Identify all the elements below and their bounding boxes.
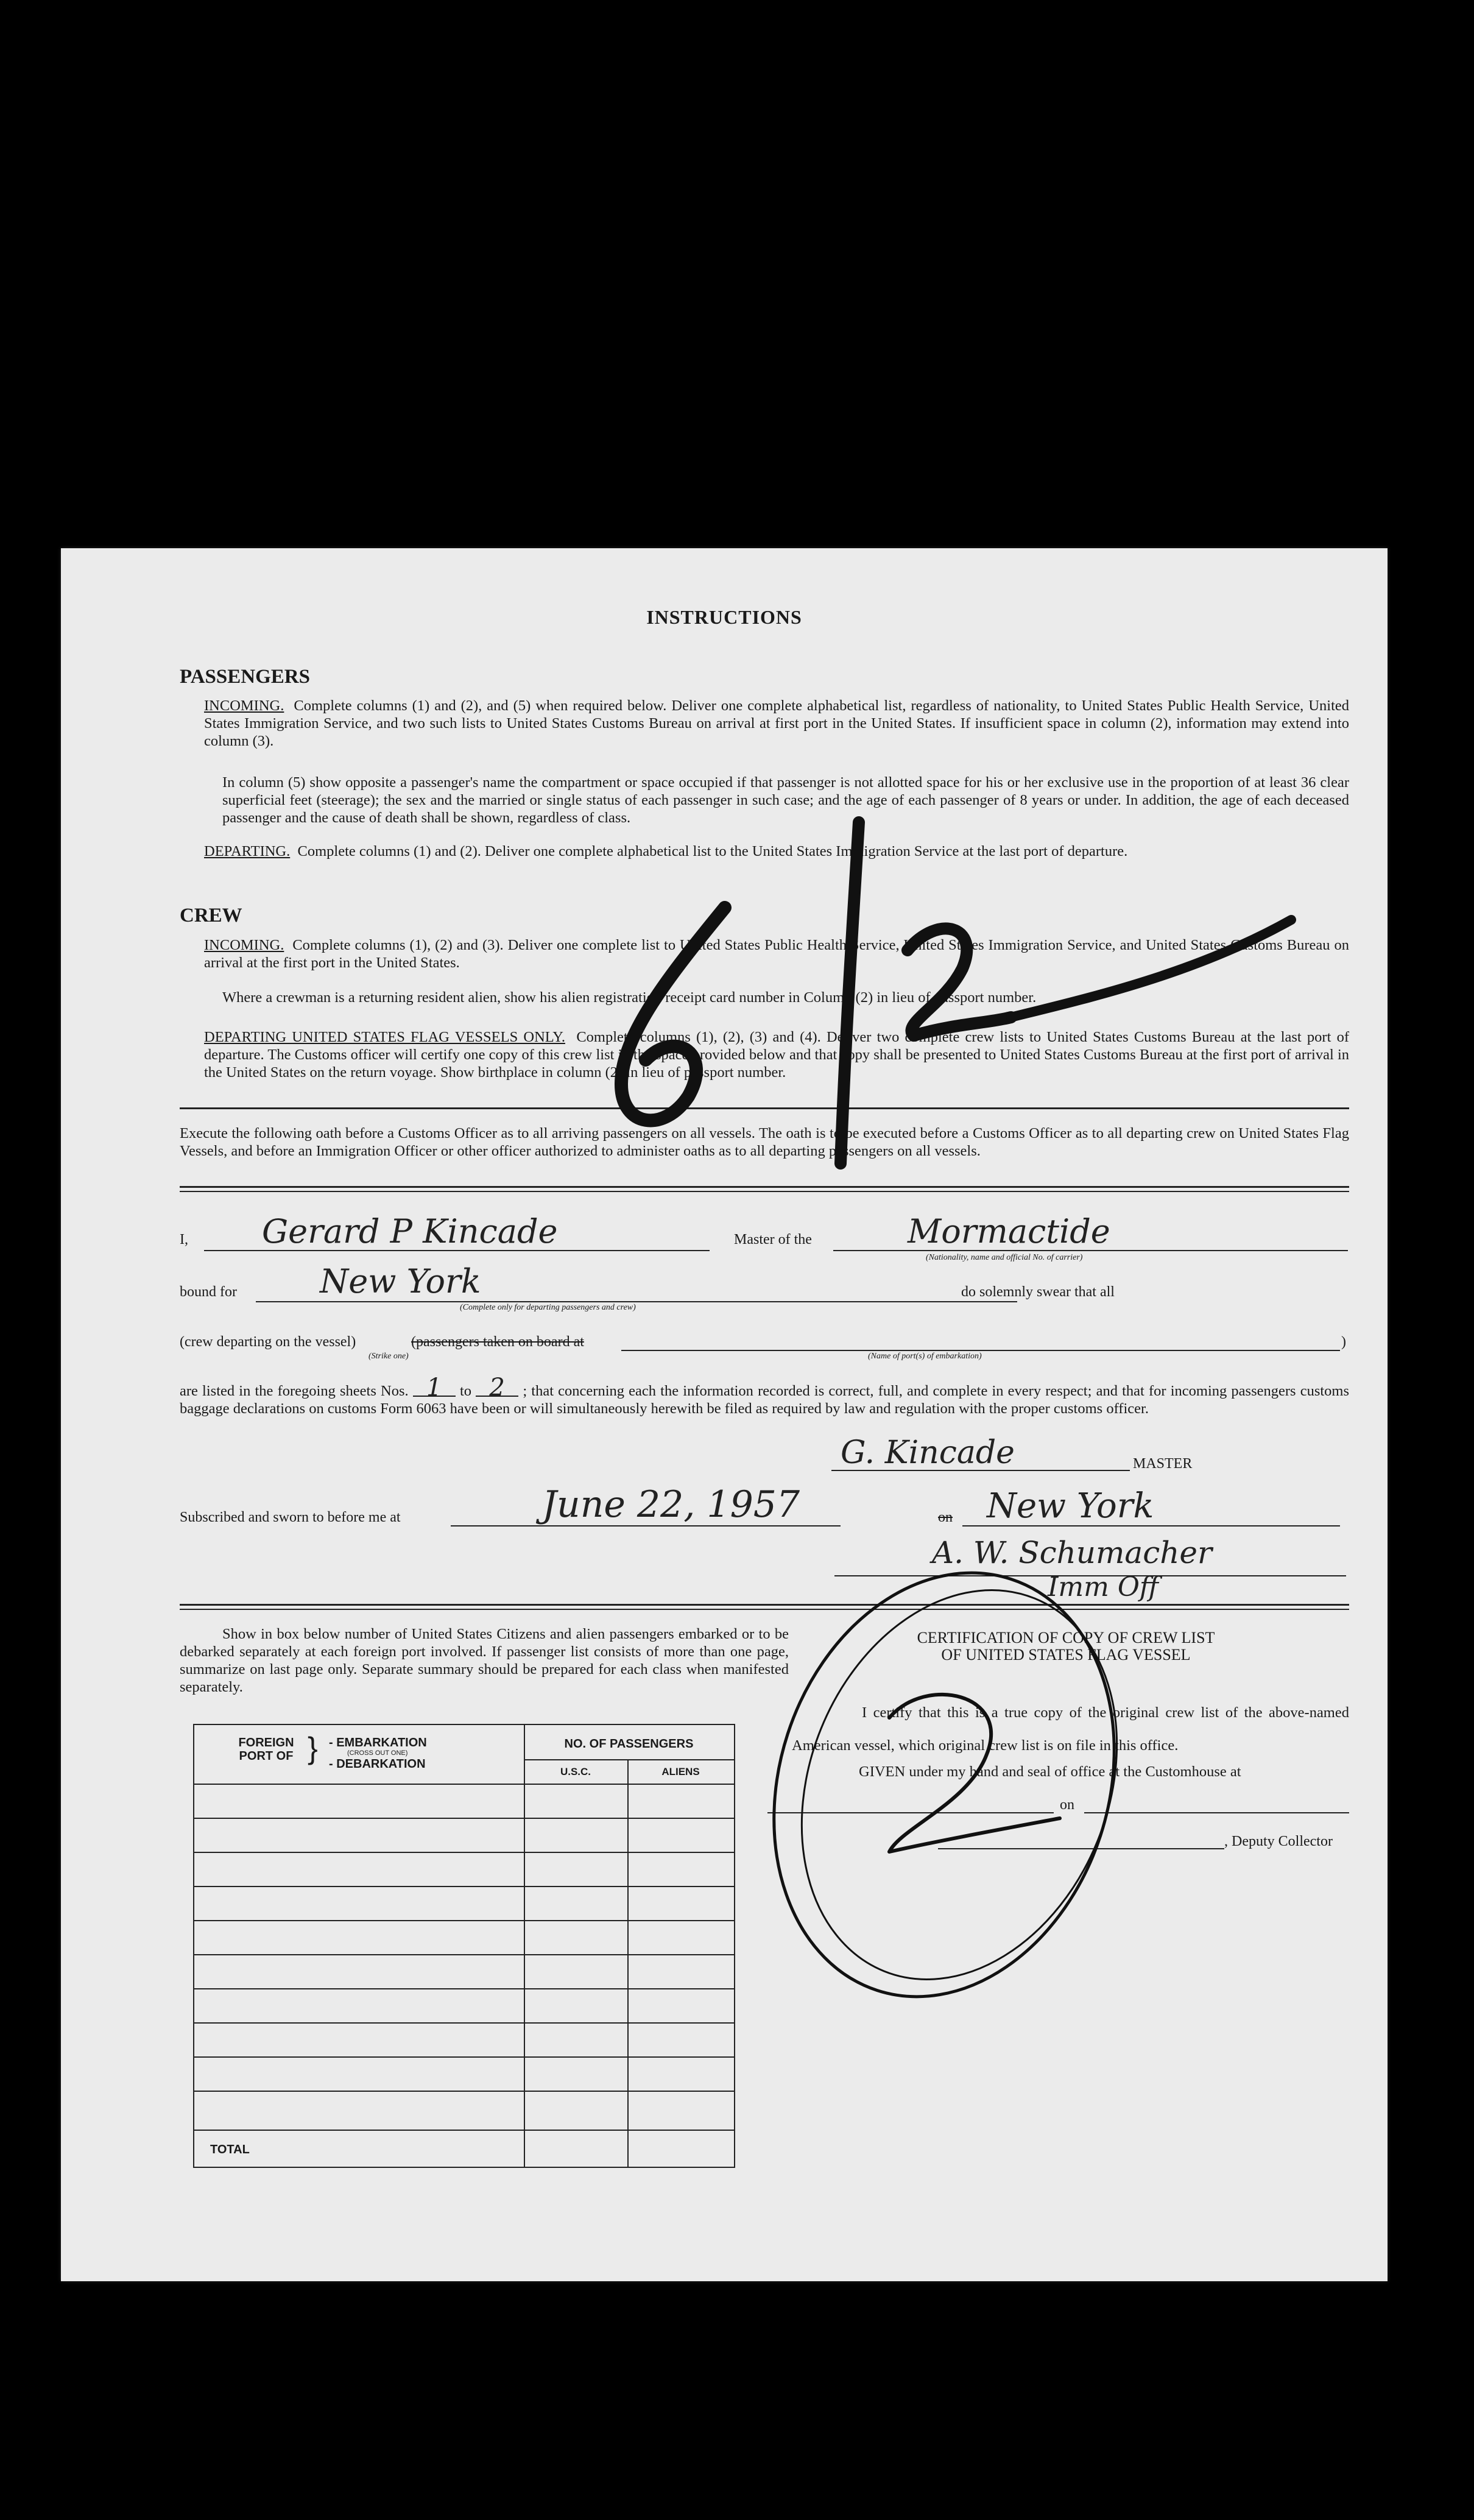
sheet-to: 2 bbox=[476, 1380, 518, 1397]
oath-instructions: Execute the following oath before a Customs Officer as to all arriving passengers on all vessels. The oath is to be executed before a Customs Officer as to all departing crew on United States Flag Vessels, and before an Immigration Officer or other officer authorized to administer oaths as to all departing passengers on all vessels. bbox=[180, 1125, 1349, 1159]
bound-for-label: bound for bbox=[180, 1284, 237, 1300]
port-caption: (Name of port(s) of embarkation) bbox=[868, 1352, 982, 1361]
vessel-caption: (Nationality, name and official No. of carrier) bbox=[926, 1253, 1083, 1262]
crew-resident-paragraph: Where a crewman is a returning resident alien, show his alien registration receipt card number in Column (2) in lieu of passport number. bbox=[222, 989, 1037, 1006]
master-signature: G. Kincade bbox=[841, 1435, 1015, 1471]
col-aliens: ALIENS bbox=[661, 1766, 700, 1777]
sheet-from: 1 bbox=[413, 1380, 456, 1397]
certification-given: GIVEN under my hand and seal of office at the Customhouse at bbox=[859, 1763, 1241, 1780]
crew-heading: CREW bbox=[180, 905, 242, 926]
oath-i-label: I, bbox=[180, 1232, 188, 1248]
crew-incoming-label: INCOMING. bbox=[204, 937, 284, 953]
total-label: TOTAL bbox=[210, 2143, 250, 2156]
certification-heading-line2: OF UNITED STATES FLAG VESSEL bbox=[941, 1646, 1191, 1664]
crew-departing-text: Complete columns (1), (2), (3) and (4). Deliver two complete crew lists to United States Customs Bureau at the last port of departure. The Customs officer will certify one copy of this crew list in the space provided below and that copy shall be presented to United States Customs Bureau at the first port of arrival in the United States on the return voyage. Show birthplace in column (2) in lieu of passport number. bbox=[204, 1029, 1349, 1081]
close-paren: ) bbox=[1341, 1334, 1346, 1350]
officer-signature: A. W. Schumacher bbox=[932, 1535, 1212, 1570]
passengers-departing-label: DEPARTING. bbox=[204, 843, 291, 859]
destination-caption: (Complete only for departing passengers and crew) bbox=[460, 1303, 636, 1312]
swear-text: do solemnly swear that all bbox=[961, 1284, 1115, 1300]
passengers-taken-option: (passengers taken on board at bbox=[411, 1334, 584, 1350]
crew-departing-label: DEPARTING UNITED STATES FLAG VESSELS ONLY. bbox=[204, 1029, 565, 1045]
listed-label: are listed in the foregoing sheets Nos. bbox=[180, 1383, 409, 1399]
sworn-place: New York bbox=[987, 1486, 1154, 1526]
circled-number-stroke bbox=[889, 1695, 1060, 1852]
col-foreign-port: FOREIGN PORT OF bbox=[238, 1736, 294, 1763]
page-title: INSTRUCTIONS bbox=[646, 606, 802, 628]
strike-caption: (Strike one) bbox=[368, 1352, 409, 1361]
col-usc: U.S.C. bbox=[560, 1766, 591, 1777]
big-mark-slash-stroke bbox=[841, 822, 859, 1163]
col-no-passengers: NO. OF PASSENGERS bbox=[564, 1737, 694, 1751]
passengers-heading: PASSENGERS bbox=[180, 666, 310, 688]
subscribed-label: Subscribed and sworn to before me at bbox=[180, 1509, 401, 1525]
crew-incoming-text: Complete columns (1), (2) and (3). Deliver one complete list to United States Public Health Service, United States Immigration Service, and United States Customs Bureau on arrival at the first port in the United States. bbox=[204, 937, 1350, 971]
brace-icon: } bbox=[308, 1731, 318, 1765]
col-debarkation: - DEBARKATION bbox=[329, 1757, 426, 1771]
summary-instructions: Show in box below number of United States Citizens and alien passengers embarked or to be debarked separately at each foreign port involved. If passenger list consists of more than one page, summarize on last page only. Separate summary should be prepared for each class when manifested separately. bbox=[180, 1626, 789, 1695]
crew-departing-option: (crew departing on the vessel) bbox=[180, 1334, 356, 1350]
big-mark-two-stroke bbox=[908, 928, 1011, 1036]
master-name: Gerard P Kincade bbox=[262, 1212, 558, 1251]
master-of-label: Master of the bbox=[734, 1232, 812, 1248]
master-label: MASTER bbox=[1133, 1456, 1193, 1472]
big-mark-six-stroke bbox=[621, 908, 725, 1120]
vessel-name: Mormactide bbox=[908, 1212, 1110, 1251]
listed-text: ; that concerning each the information recorded is correct, full, and complete in every respect; and that for incoming passengers customs baggage declarations on customs Form 6063 have been or will simultaneously herewith be filed as required by law and regulation with the proper customs officer. bbox=[180, 1383, 1350, 1417]
officer-title: Imm Off bbox=[1048, 1572, 1159, 1603]
circle-mark bbox=[721, 1528, 1168, 2041]
passengers-column5-paragraph: In column (5) show opposite a passenger's name the compartment or space occupied if that passenger is not allotted space for his or her exclusive use in the proportion of at least 36 clear superficial feet (steerage); the sex and the married or single status of each passenger in such case; and the age of each passenger of 8 years or under. In addition, the age of each deceased passenger and the cause of death shall be shown, regardless of class. bbox=[222, 774, 1349, 826]
passengers-incoming-label: INCOMING. bbox=[204, 697, 284, 714]
sworn-on-label: on bbox=[938, 1509, 953, 1525]
circle-mark-inner bbox=[746, 1542, 1173, 2027]
deputy-collector-label: , Deputy Collector bbox=[1224, 1834, 1333, 1849]
col-embarkation: - EMBARKATION bbox=[329, 1736, 427, 1749]
certification-text: I certify that this is a true copy of the original crew list of the above-named American vessel, which original crew list is on file in this office. bbox=[792, 1704, 1349, 1754]
handwritten-annotations bbox=[61, 548, 1388, 2281]
certification-on-label: on bbox=[1060, 1797, 1074, 1813]
passengers-departing-text: Complete columns (1) and (2). Deliver one complete alphabetical list to the United States Immigration Service at the last port of departure. bbox=[297, 843, 1128, 859]
sworn-date: June 22, 1957 bbox=[542, 1483, 800, 1526]
col-cross-out: (CROSS OUT ONE) bbox=[347, 1749, 408, 1757]
destination: New York bbox=[320, 1262, 481, 1301]
passengers-incoming-text: Complete columns (1) and (2), and (5) when required below. Deliver one complete alphabetical list, regardless of nationality, to United States Public Health Service, United States Immigration Service, and two such lists to United States Customs Bureau on arrival at first port in the United States. If insufficient space in column (2), information may extend into column (3). bbox=[204, 697, 1349, 749]
to-label: to bbox=[459, 1383, 471, 1399]
certification-heading-line1: CERTIFICATION OF COPY OF CREW LIST bbox=[917, 1629, 1215, 1646]
document-page bbox=[61, 548, 1388, 2281]
big-mark-tail-stroke bbox=[1011, 920, 1291, 1017]
